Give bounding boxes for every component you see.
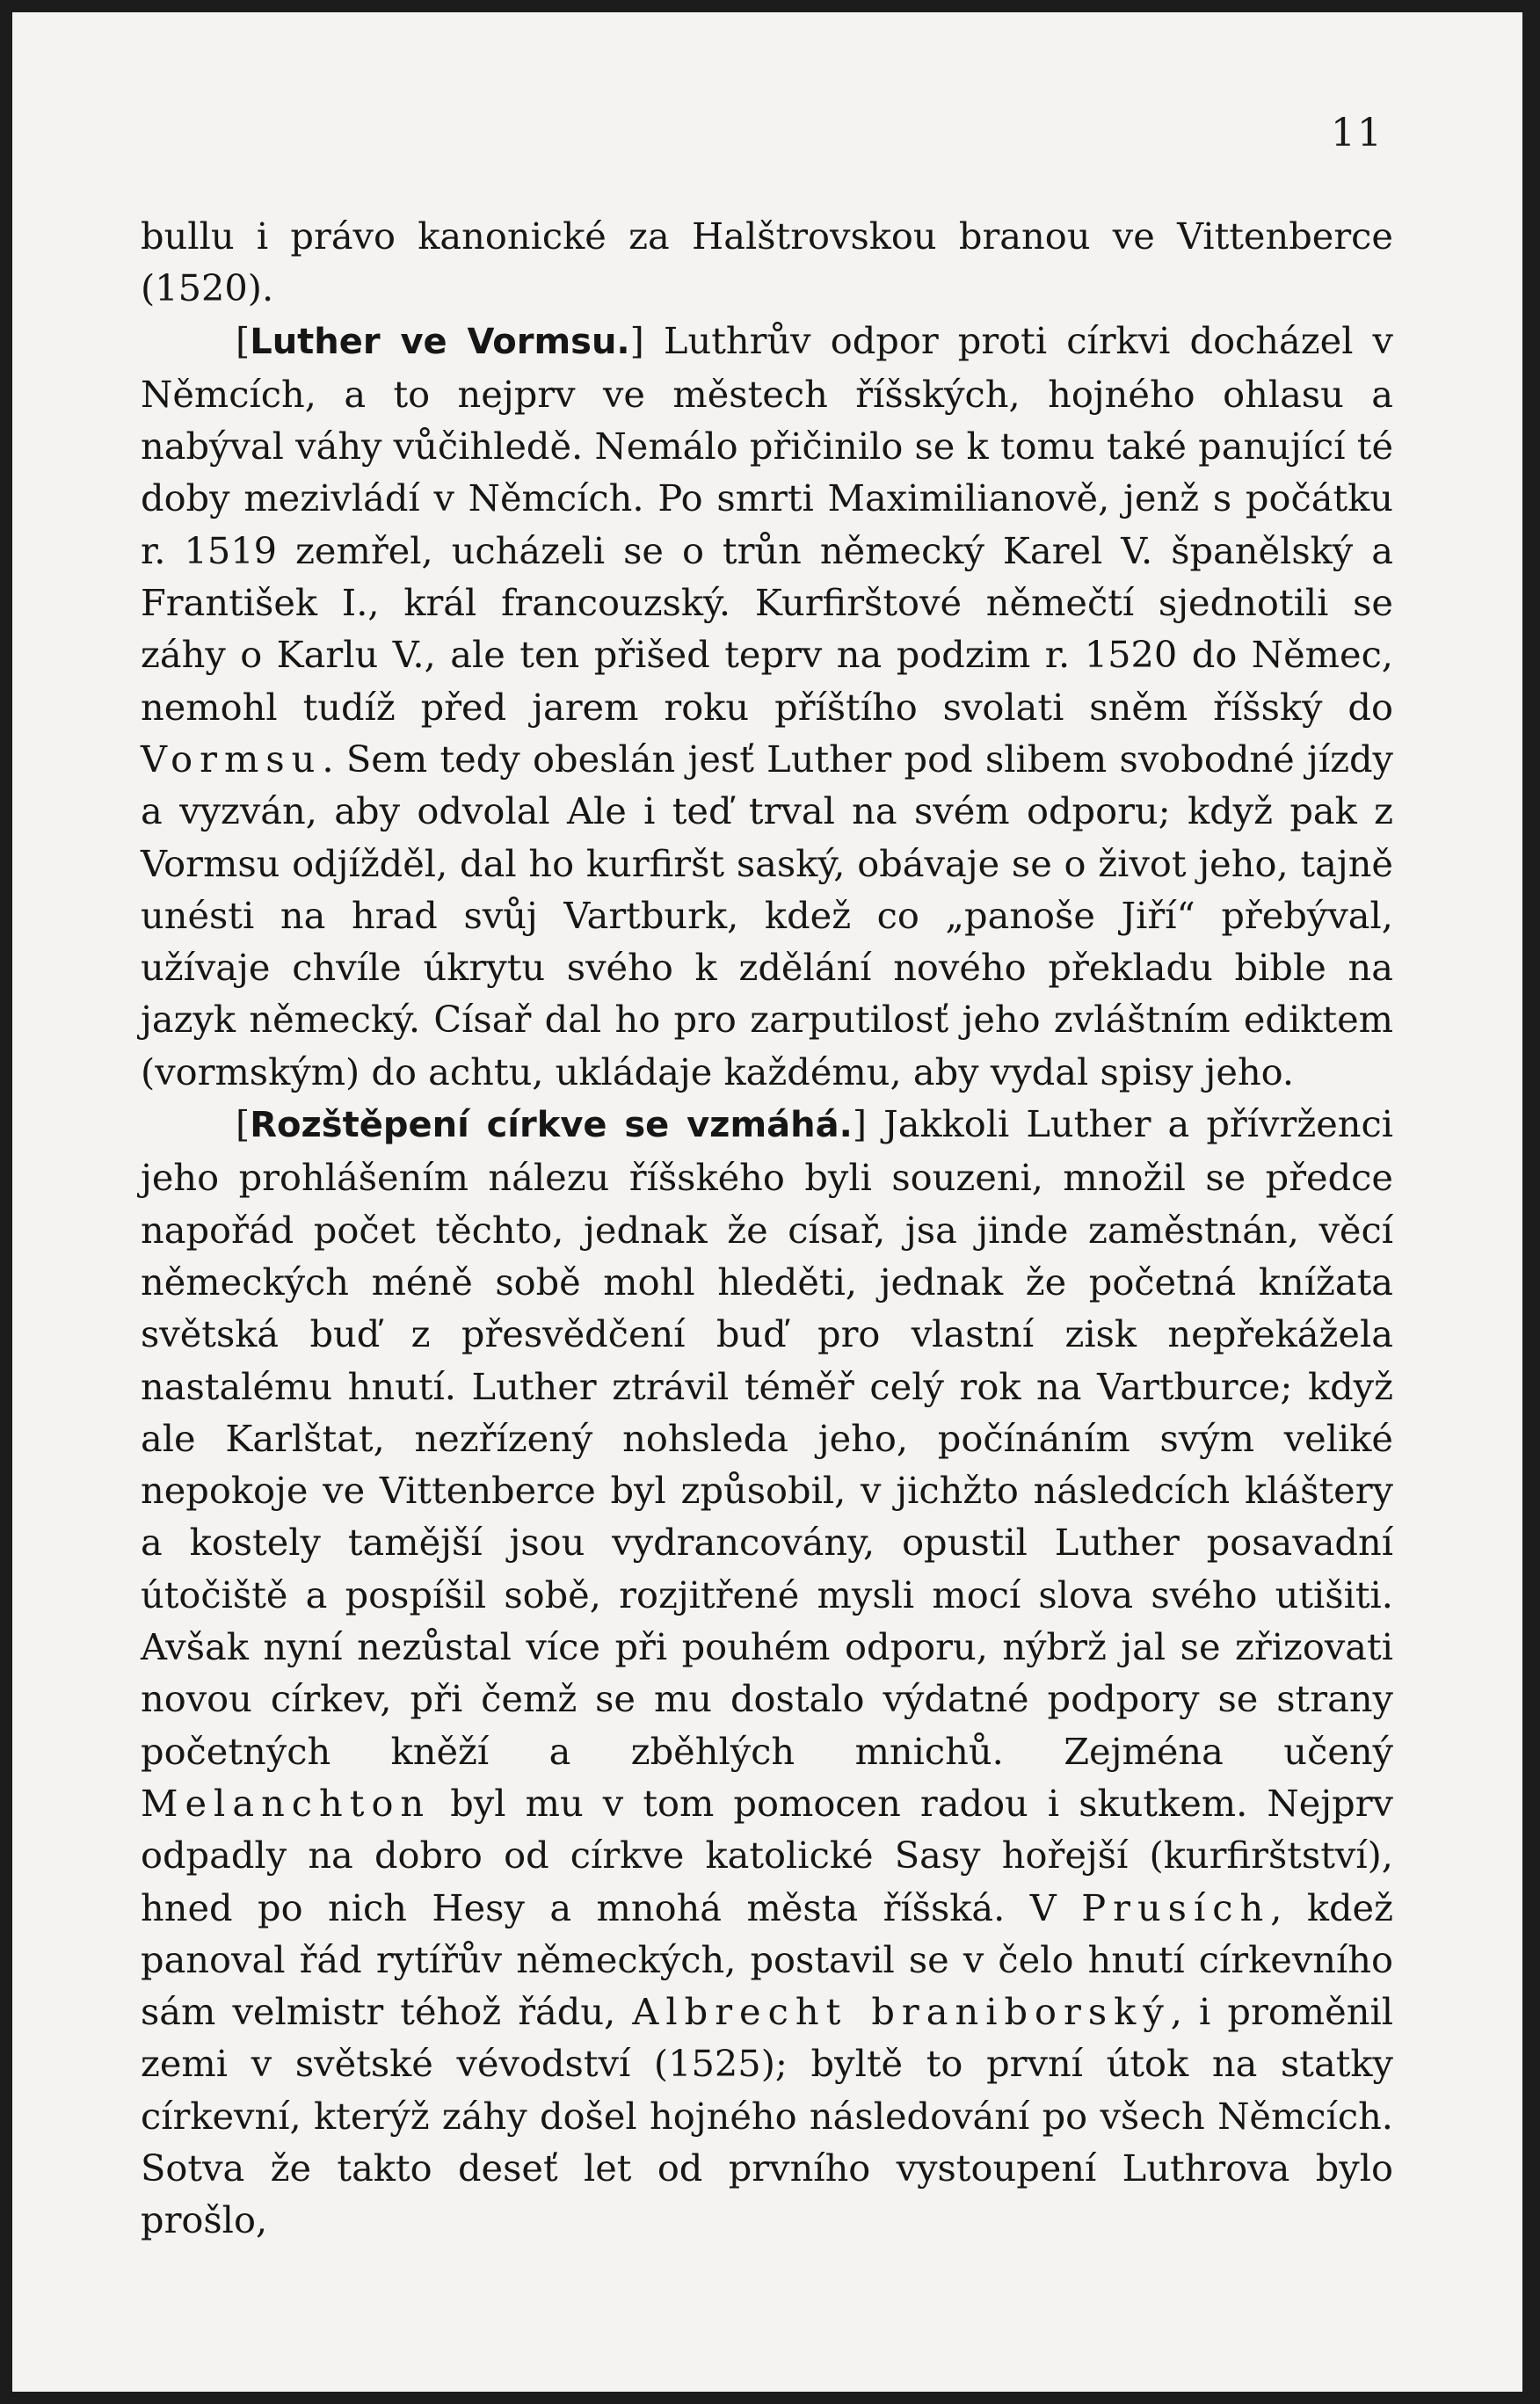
book-page: [12, 12, 1522, 2392]
spaced-term-vormsu: Vormsu: [141, 737, 323, 781]
paragraph-text: , i proměnil zemi v světské vévodství (1525); byltě to první útok na statky církevní, kterýž záhy došel hojného následování po všech Němcích. Sotva že takto deseť let od prvního vystoupení Luthrova bylo prošlo,: [141, 1990, 1393, 2242]
paragraph-text: Luthrův odpor proti církvi docházel v Němcích, a to nejprv ve městech říšských, hojného ohlasu a nabýval váhy vůčihledě. Nemálo přičinilo se k tomu také panující té doby mezivládí v Němcích. Po smrti Maximilianově, jenž s počátku r. 1519 zemřel, ucházeli se o trůn německý Karel V. španělský a František I., král francouzský. Kurfirštové němečtí sjednotili se záhy o Karlu V., ale ten přišed teprv na podzim r. 1520 do Němec, nemohl tudíž před jarem roku příštího svolati sněm říšský do: [141, 318, 1394, 729]
page-number: 11: [1331, 111, 1384, 156]
paragraph-rozstepeni-cirkve: [Rozštěpení církve se vzmáhá.] Jakkoli Luther a přívrženci jeho prohlášením nálezu říšského byli souzeni, množil se předce napořád počet těchto, jednak že císař, jsa jinde zaměstnán, věcí německých méně sobě mohl hleděti, jednak že početná knížata světská buď z přesvědčení buď pro vlastní zisk nepřekážela nastalému hnutí. Luther ztrávil téměř celý rok na Vartburce; když ale Karlštat, nezřízený nohsleda jeho, počínáním svým veliké nepokoje ve Vittenberce byl způsobil, v jichžto následcích kláštery a kostely tamější jsou vydrancovány, opustil Luther posavadní útočiště a pospíšil sobě, rozjitřené mysli mocí slova svého utišiti. Avšak nyní nezůstal více při pouhém odporu, nýbrž jal se zřizovati novou církev, při čemž se mu dostalo výdatné podpory se strany početných kněží a zběhlých mnichů. Zejména učený Melanchton byl mu v tom pomocen radou i skutkem. Nejprv odpadly na dobro od církve katolické Sasy hořejší (kurfirštství), hned po nich Hesy a mnohá města říšská. V Prusích, kdež panoval řád rytířův německých, postavil se v čelo hnutí církevního sám velmistr téhož řádu, Albrecht braniborský, i proměnil zemi v světské vévodství (1525); byltě to první útok na statky církevní, kterýž záhy došel hojného následování po všech Němcích. Sotva že takto deseť let od prvního vystoupení Luthrova bylo prošlo,: [141, 1102, 1393, 2242]
paragraph-text: . Sem tedy obeslán jesť Luther pod slibem svobodné jízdy a vyzván, aby odvolal Ale i teď trval na svém odporu; když pak z Vormsu odjížděl, dal ho kurfiršt saský, obávaje se o život jeho, tajně unésti na hrad svůj Vartburk, kdež co „panoše Jiří“ přebýval, užívaje chvíle úkrytu svého k zdělání nového překladu bible na jazyk německý. Císař dal ho pro zarputilosť jeho zvláštním ediktem (vormským) do achtu, ukládaje každému, aby vydal spisy jeho.: [141, 737, 1393, 1093]
body-text: [141, 210, 1393, 2247]
spaced-term-melanchton: Melanchton: [141, 1781, 432, 1825]
spaced-term-albrecht-braniborsky: Albrecht braniborský: [632, 1990, 1171, 2034]
paragraph-luther-ve-vormsu: [Luther ve Vormsu.] Luthrův odpor proti církvi docházel v Němcích, a to nejprv ve městech říšských, hojného ohlasu a nabýval váhy vůčihledě. Nemálo přičinilo se k tomu také panující té doby mezivládí v Němcích. Po smrti Maximilianově, jenž s počátku r. 1519 zemřel, ucházeli se o trůn německý Karel V. španělský a František I., král francouzský. Kurfirštové němečtí sjednotili se záhy o Karlu V., ale ten přišed teprv na podzim r. 1520 do Němec, nemohl tudíž před jarem roku příštího svolati sněm říšský do Vormsu. Sem tedy obeslán jesť Luther pod slibem svobodné jízdy a vyzván, aby odvolal Ale i teď trval na svém odporu; když pak z Vormsu odjížděl, dal ho kurfiršt saský, obávaje se o život jeho, tajně unésti na hrad svůj Vartburk, kdež co „panoše Jiří“ přebýval, užívaje chvíle úkrytu svého k zdělání nového překladu bible na jazyk německý. Císař dal ho pro zarputilosť jeho zvláštním ediktem (vormským) do achtu, ukládaje každému, aby vydal spisy jeho.: [141, 318, 1394, 1093]
section-heading-rozstepeni-cirkve: Rozštěpení církve se vzmáhá.: [250, 1105, 853, 1146]
spaced-term-prusich: Prusích: [1081, 1885, 1271, 1929]
paragraph-text: Jakkoli Luther a přívrženci jeho prohlášením nálezu říšského byli souzeni, množil se předce napořád počet těchto, jednak že císař, jsa jinde zaměstnán, věcí německých méně sobě mohl hleděti, jednak že početná knížata světská buď z přesvědčení buď pro vlastní zisk nepřekážela nastalému hnutí. Luther ztrávil téměř celý rok na Vartburce; když ale Karlštat, nezřízený nohsleda jeho, počínáním svým veliké nepokoje ve Vittenberce byl způsobil, v jichžto následcích kláštery a kostely tamější jsou vydrancovány, opustil Luther posavadní útočiště a pospíšil sobě, rozjitřené mysli mocí slova svého utišiti. Avšak nyní nezůstal více při pouhém odporu, nýbrž jal se zřizovati novou církev, při čemž se mu dostalo výdatné podpory se strany početných kněží a zběhlých mnichů. Zejména učený: [141, 1102, 1393, 1773]
section-heading-luther-ve-vormsu: Luther ve Vormsu.: [250, 321, 630, 362]
paragraph-text: byl mu v tom pomocen radou i skutkem. Nejprv odpadly na dobro od církve katolické Sasy hořejší (kurfirštství), hned po nich Hesy a mnohá města říšská. V: [141, 1781, 1393, 1929]
paragraph-text: , kdež panoval řád rytířův německých, postavil se v čelo hnutí církevního sám velmistr téhož řádu,: [141, 1885, 1393, 2034]
paragraph-text: bullu i právo kanonické za Halštrovskou branou ve Vittenberce (1520).: [141, 214, 1393, 310]
paragraph-continuation: [141, 210, 1393, 315]
